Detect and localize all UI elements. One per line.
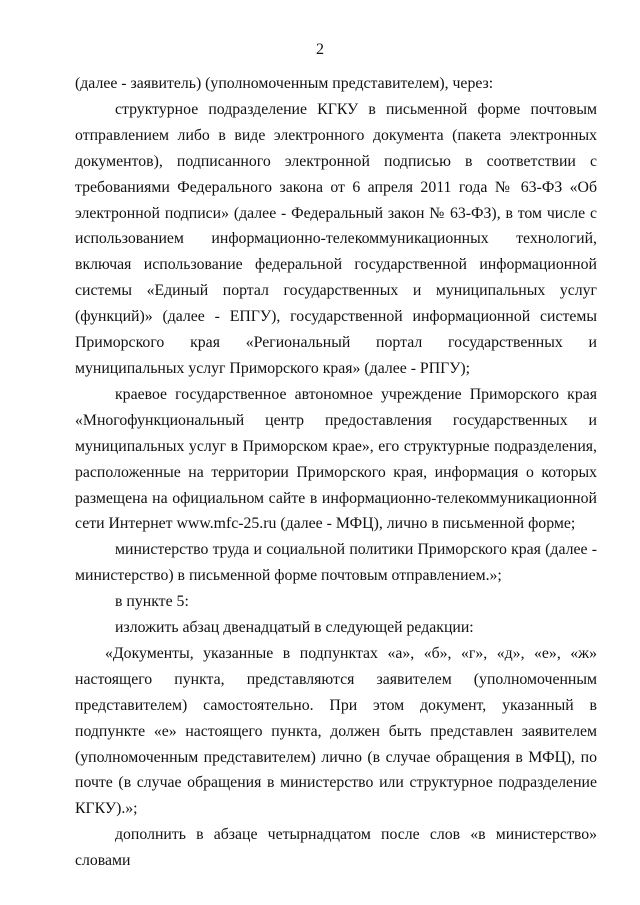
page-number: 2 — [316, 41, 324, 58]
paragraph-mfc-submission: краевое государственное автономное учреждение Приморского края «Многофункциональный центр предоставления государственных и муниципальных услуг в Приморском крае», его структурные подразделения, расположенные на территории Приморского края, информация о которых размещена на официальном сайте в информационно-телекоммуникационной сети Интернет www.mfc-25.ru (далее - МФЦ), лично в письменной форме; — [75, 385, 597, 533]
paragraph-applicant-continuation: (далее - заявитель) (уполномоченным представителем), через: — [75, 75, 494, 92]
paragraph-ministry-submission: министерство труда и социальной политики Приморского края (далее - министерство) в письменной форме почтовым отправлением.»; — [75, 541, 597, 585]
document-body — [75, 71, 597, 874]
paragraph-fourteenth-paragraph-addition: дополнить в абзаце четырнадцатом после слов «в министерство» словами — [75, 826, 597, 870]
paragraph-clause-5: в пункте 5: — [115, 593, 189, 611]
paragraph-documents-quote: «Документы, указанные в подпунктах «а», «б», «г», «д», «е», «ж» настоящего пункта, представляются заявителем (уполномоченным представителем) самостоятельно. При этом документ, указанный в подпункте «е» настоящего пункта, должен быть представлен заявителем (уполномоченным представителем) лично (в случае обращения в МФЦ), по почте (в случае обращения в министерство или структурное подразделение КГКУ).»; — [75, 644, 597, 818]
paragraph-kgku-submission: структурное подразделение КГКУ в письменной форме почтовым отправлением либо в виде электронного документа (пакета электронных документов), подписанного электронной подписью в соответствии с требованиями Федерального закона от 6 апреля 2011 года № 63-ФЗ «Об электронной подписи» (далее - Федеральный закон № 63-ФЗ), в том числе с использованием информационно-телекоммуникационных технологий, включая использование федеральной государственной информационной системы «Единый портал государственных и муниципальных услуг (функций)» (далее - ЕПГУ), государственной информационной системы Приморского края «Региональный портал государственных и муниципальных услуг Приморского края» (далее - РПГУ); — [75, 100, 597, 377]
paragraph-twelfth-paragraph-instruction: изложить абзац двенадцатый в следующей редакции: — [115, 619, 474, 637]
